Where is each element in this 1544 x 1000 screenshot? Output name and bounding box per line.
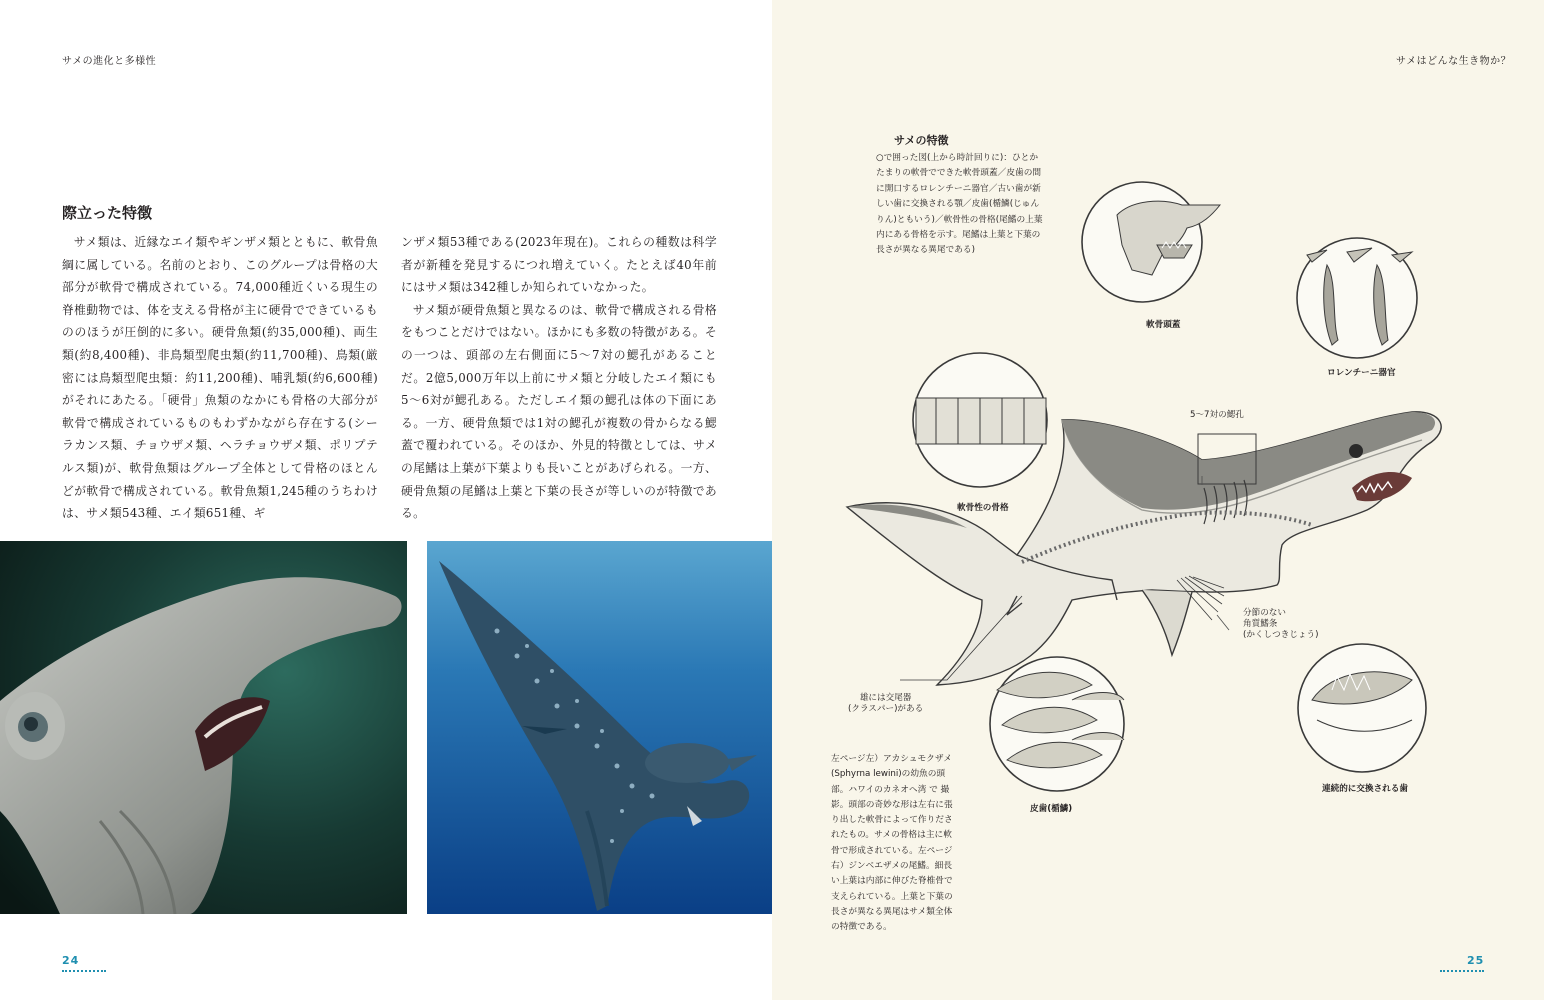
label-denticles: 皮歯(楯鱗) [1030,804,1073,814]
page-number-left: 24 [62,954,80,967]
label-cranium: 軟骨頭蓋 [1146,320,1181,330]
label-lorenzini: ロレンチーニ器官 [1327,368,1396,378]
diagram-title: サメの特徴 [894,134,949,147]
paragraph: サメ類が硬骨魚類と異なるのは、軟骨で構成される骨格をもつことだけではない。ほかにも多数の特徴がある。その一つは、頭部の左右側面に5〜7対の鰓孔があることだ。2億5,000万年以上前にサメ類と分岐したエイ類にも5〜6対が鰓孔ある。ただしエイ類の鰓孔は体の下面にある。一方、硬骨魚類では1対の鰓孔が複数の骨からなる鰓蓋で覆われている。そのほか、外見的特徴としては、サメの尾鰭は上葉が下葉よりも長いことがあげられる。一方、硬骨魚類の尾鰭は上葉と下葉の長さが等しいのが特徴である。 [401,302,717,521]
running-head-right: サメはどんな生き物か？ [1396,56,1512,67]
label-gill-slits: 5〜7対の鰓孔 [1190,410,1244,420]
photo-caption: 左ページ左）アカシュモクザメ(Sphyrna lewini)の幼魚の頭部。ハワイのカネオヘ湾 で 撮影。頭部の奇妙な形は左右に張り出した軟骨によって作りだされたもの。サメの骨格は主に軟骨で形成されている。左ページ右）ジンベエザメの尾鰭。細長い上葉は内部に伸びた脊椎骨で支えられている。上葉と下葉の長さが異なる異尾はサメ類全体の特徴である。 [831,754,953,933]
body-column-2 [401,231,717,525]
label-clasper: 雄には交尾器 (クラスパー)がある [848,693,924,714]
label-teeth: 連続的に交換される歯 [1322,784,1408,794]
running-head-left: サメの進化と多様性 [62,56,157,67]
body-column-1 [62,231,378,525]
hammerhead-photo [0,541,407,914]
diagram-caption: ○で囲った図(上から時計回りに)：ひとかたまりの軟骨でできた軟骨頭蓋／皮歯の間に開口するロレンチーニ器官／古い歯が新しい歯に交換される顎／皮歯(楯鱗(じゅんりん)ともいう)／軟骨性の骨格(尾鰭の上葉内にある骨格を示す。尾鰭は上葉と下葉の長さが異なる異尾である) [876,153,1043,256]
page-number-right: 25 [1467,954,1485,967]
label-ceratotrichia: 分節のない 角質鰭条 (かくしつきじょう) [1243,608,1319,640]
folio-rule-left [62,970,106,972]
whale-shark-tail-photo [427,541,772,914]
teeth-circle [1298,644,1426,772]
section-title: 際立った特徴 [62,204,153,222]
label-skeleton: 軟骨性の骨格 [957,503,1009,513]
paragraph: サメ類は、近縁なエイ類やギンザメ類とともに、軟骨魚綱に属している。名前のとおり、このグループは骨格の大部分が軟骨で構成されている。74,000種近くいる現生の脊椎動物では、体を支える骨格が主に硬骨でできているもののほうが圧倒的に多い。硬骨魚類(約35,000種)、両生類(約8,400種)、非鳥類型爬虫類(約11,700種)、鳥類(厳密には鳥類型爬虫類：約11,200種)、哺乳類(約6,600種)がそれにあたる。「硬骨」魚類のなかにも骨格の大部分が軟骨で構成されているものもわずかながら存在する(シーラカンス類、チョウザメ類、ヘラチョウザメ類、ポリプテルス類)が、軟骨魚類はグループ全体として骨格のほとんどが軟骨で構成されている。軟骨魚類1,245種のうちわけは、サメ類543種、エイ類651種、ギ [62,235,378,521]
folio-rule-right [1440,970,1484,972]
paragraph: ンザメ類53種である(2023年現在)。これらの種数は科学者が新種を発見するにつれ増えていく。たとえば40年前にはサメ類は342種しか知られていなかった。 [401,235,717,295]
